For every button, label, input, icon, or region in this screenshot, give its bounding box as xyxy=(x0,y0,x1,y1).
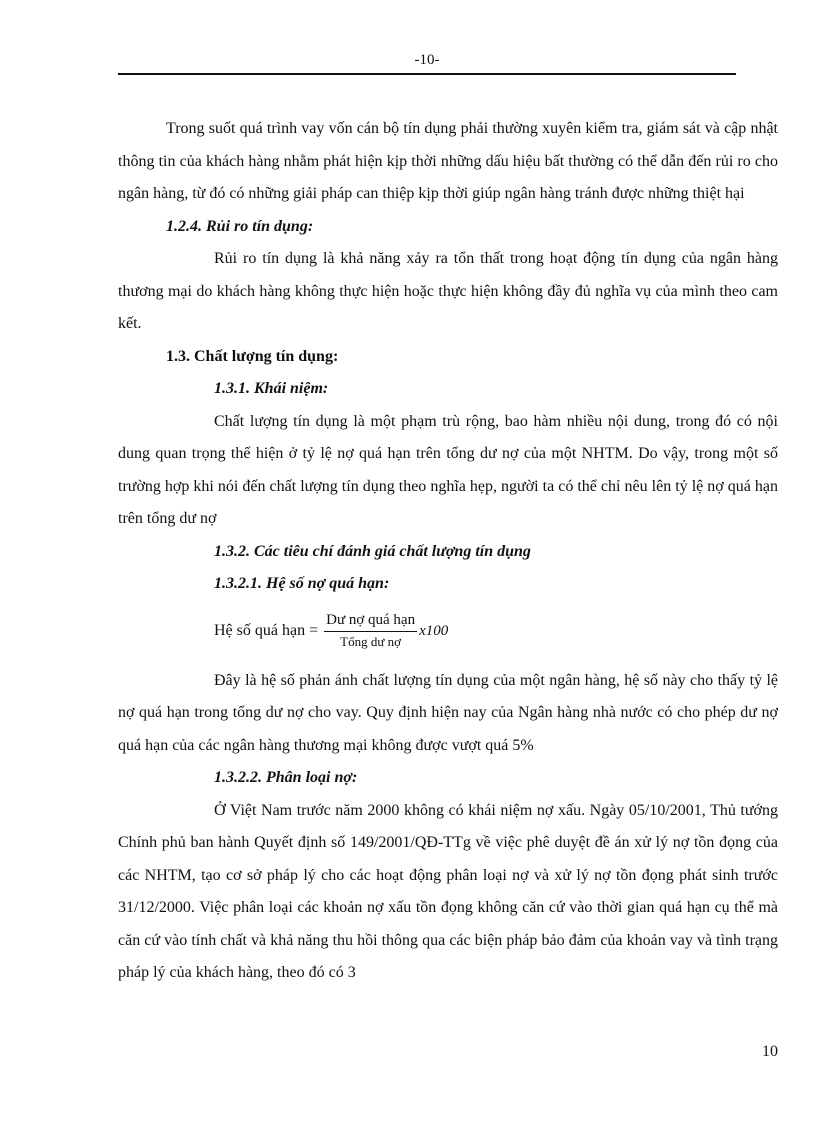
document-body xyxy=(118,113,778,990)
heading-1-3-1: 1.3.1. Khái niệm: xyxy=(214,380,329,397)
page-number: 10 xyxy=(762,1043,778,1060)
heading-1-3-2-1: 1.3.2.1. Hệ số nợ quá hạn: xyxy=(214,575,390,592)
page-header-label: -10- xyxy=(414,52,440,68)
heading-1-3-2-2: 1.3.2.2. Phân loại nợ: xyxy=(214,769,358,786)
formula-fraction xyxy=(324,612,417,650)
paragraph-debt-classification: Ở Việt Nam trước năm 2000 không có khái niệm nợ xấu. Ngày 05/10/2001, Thủ tướng Chính phủ ban hành Quyết định số 149/2001/QĐ-TTg về việc phê duyệt đề án xử lý nợ tồn đọng của các NHTM, tạo cơ sở pháp lý cho các hoạt động phân loại nợ và xử lý nợ tồn đọng phát sinh trước 31/12/2000. Việc phân loại các khoản nợ xấu tồn đọng không căn cứ vào thời gian quá hạn cụ thể mà căn cứ vào tính chất và khả năng thu hồi thông qua các biện pháp bảo đảm của khoản vay và tình trạng pháp lý của khách hàng, theo đó có 3 xyxy=(118,801,778,981)
formula-multiplier: x100 xyxy=(419,623,449,639)
heading-1-2-4: 1.2.4. Rủi ro tín dụng: xyxy=(166,217,314,235)
paragraph-credit-risk: Rủi ro tín dụng là khả năng xảy ra tổn thất trong hoạt động tín dụng của ngân hàng thương mại do khách hàng không thực hiện hoặc thực hiện không đầy đủ nghĩa vụ của mình theo cam kết. xyxy=(118,250,778,332)
formula-numerator: Dư nợ quá hạn xyxy=(324,612,417,632)
paragraph-credit-quality: Chất lượng tín dụng là một phạm trù rộng, bao hàm nhiều nội dung, trong đó có nội dung quan trọng thể hiện ở tỷ lệ nợ quá hạn trên tổng dư nợ của một NHTM. Do vậy, trong một số trường hợp khi nói đến chất lượng tín dụng theo nghĩa hẹp, người ta có thể chỉ nêu lên tỷ lệ nợ quá hạn trên tổng dư nợ xyxy=(118,412,778,527)
paragraph-overdue-ratio: Đây là hệ số phản ánh chất lượng tín dụng của một ngân hàng, hệ số này cho thấy tỷ lệ nợ quá hạn trong tổng dư nợ cho vay. Quy định hiện nay của Ngân hàng nhà nước có cho phép dư nợ quá hạn của các ngân hàng thương mại không được vượt quá 5% xyxy=(118,671,778,754)
heading-1-3: 1.3. Chất lượng tín dụng: xyxy=(166,347,339,365)
overdue-ratio-formula xyxy=(118,601,778,661)
header-rule xyxy=(118,73,736,75)
formula-denominator: Tổng dư nợ xyxy=(340,633,402,649)
paragraph-loan-monitoring: Trong suốt quá trình vay vốn cán bộ tín dụng phải thường xuyên kiểm tra, giám sát và cập nhật thông tin của khách hàng nhằm phát hiện kịp thời những dấu hiệu bất thường có thể dẫn đến rủi ro cho ngân hàng, từ đó có những giải pháp can thiệp kịp thời giúp ngân hàng tránh được những thiệt hại xyxy=(118,120,778,202)
heading-1-3-2: 1.3.2. Các tiêu chí đánh giá chất lượng tín dụng xyxy=(214,542,531,560)
formula-lhs: Hệ số quá hạn = xyxy=(214,621,319,639)
